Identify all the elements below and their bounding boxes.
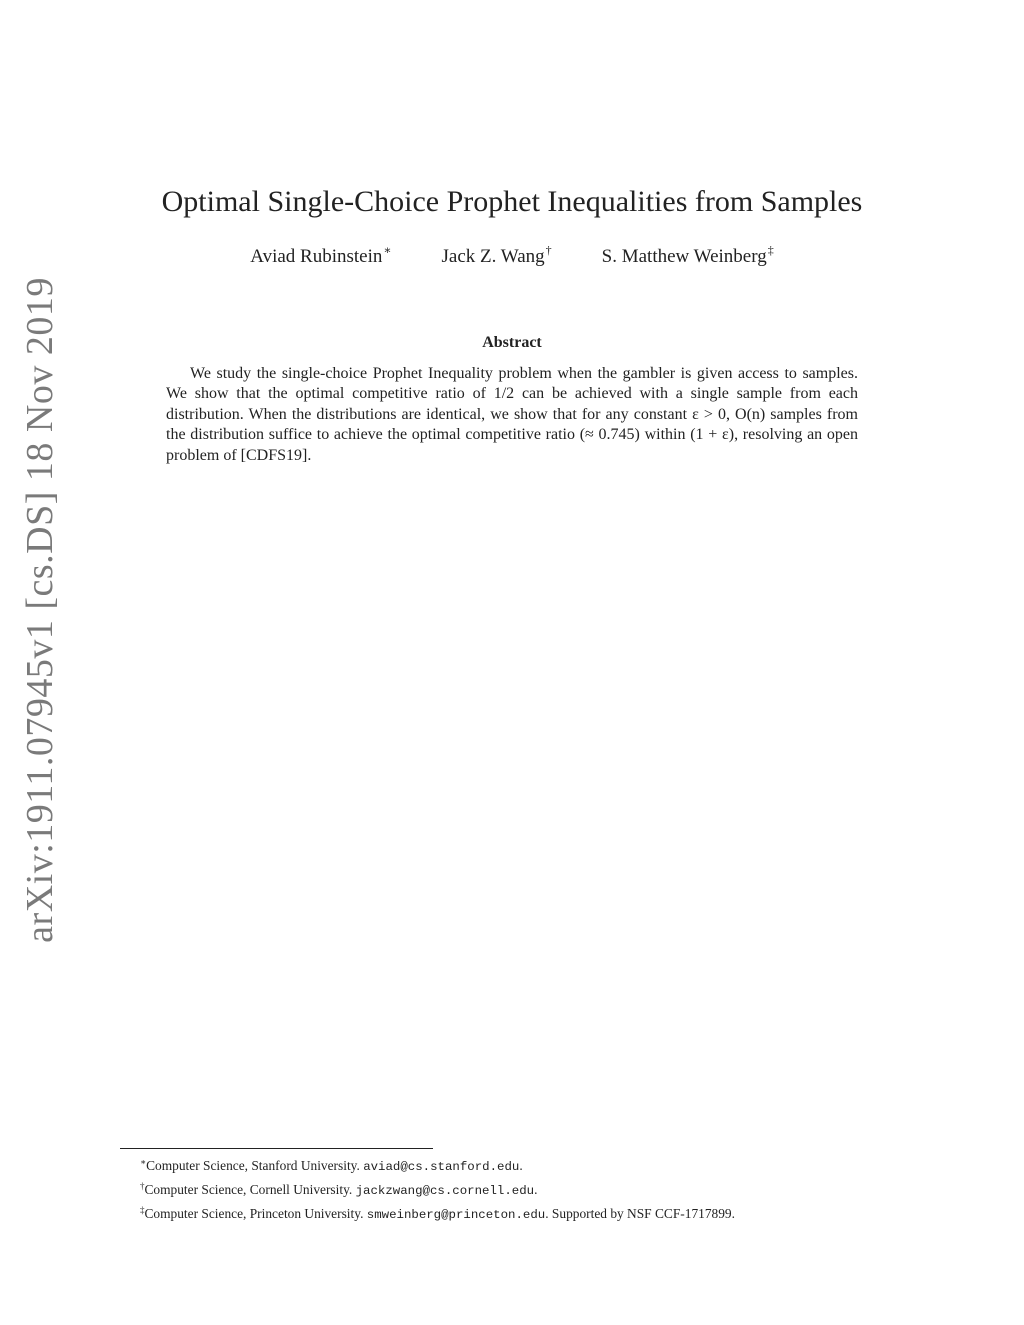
footnote-1: [140, 1153, 880, 1177]
author-2: [442, 243, 552, 268]
footnote-2: [140, 1177, 880, 1201]
author-name: Aviad Rubinstein: [250, 246, 383, 267]
author-name: S. Matthew Weinberg: [601, 246, 767, 267]
arxiv-identifier-stamp: arXiv:1911.07945v1 [cs.DS] 18 Nov 2019: [19, 277, 61, 943]
abstract-text: We study the single-choice Prophet Inequality problem when the gambler is given access to samples. We show that the optimal competitive ratio of 1/2 can be achieved with a single sample from each distribution. When the distributions are identical, we show that for any constant ε > 0, O(n) samples from the distribution suffice to achieve the optimal competitive ratio (≈ 0.745) within (1 + ε), resolving an open problem of [CDFS19].: [166, 365, 858, 464]
footnote-email[interactable]: jackzwang@cs.cornell.edu: [355, 1184, 535, 1198]
footnote-mark: †: [140, 1181, 145, 1191]
abstract-heading: Abstract: [482, 334, 542, 351]
footnote-tail: .: [534, 1182, 538, 1197]
footnote-mark: ∗: [140, 1157, 147, 1167]
author-3: [602, 243, 774, 268]
footnote-email[interactable]: aviad@cs.stanford.edu: [363, 1160, 520, 1174]
author-1: [250, 243, 391, 268]
author-list: [0, 243, 1024, 268]
footnote-3: [140, 1201, 880, 1225]
footnotes: [140, 1153, 880, 1225]
author-name: Jack Z. Wang: [441, 246, 545, 267]
footnote-tail: . Supported by NSF CCF-1717899.: [545, 1206, 735, 1221]
footnote-mark: ‡: [140, 1205, 145, 1215]
footnote-tail: .: [519, 1158, 523, 1173]
footnote-email[interactable]: smweinberg@princeton.edu: [366, 1208, 546, 1222]
author-affiliation-mark: ∗: [383, 243, 392, 257]
footnote-divider: [120, 1148, 433, 1149]
footnote-affiliation: Computer Science, Stanford University.: [146, 1158, 364, 1173]
footnote-affiliation: Computer Science, Princeton University.: [144, 1206, 367, 1221]
paper-title: Optimal Single-Choice Prophet Inequalities from Samples: [161, 185, 863, 218]
author-affiliation-mark: ‡: [767, 243, 774, 257]
author-affiliation-mark: †: [545, 243, 552, 257]
footnote-affiliation: Computer Science, Cornell University.: [144, 1182, 356, 1197]
